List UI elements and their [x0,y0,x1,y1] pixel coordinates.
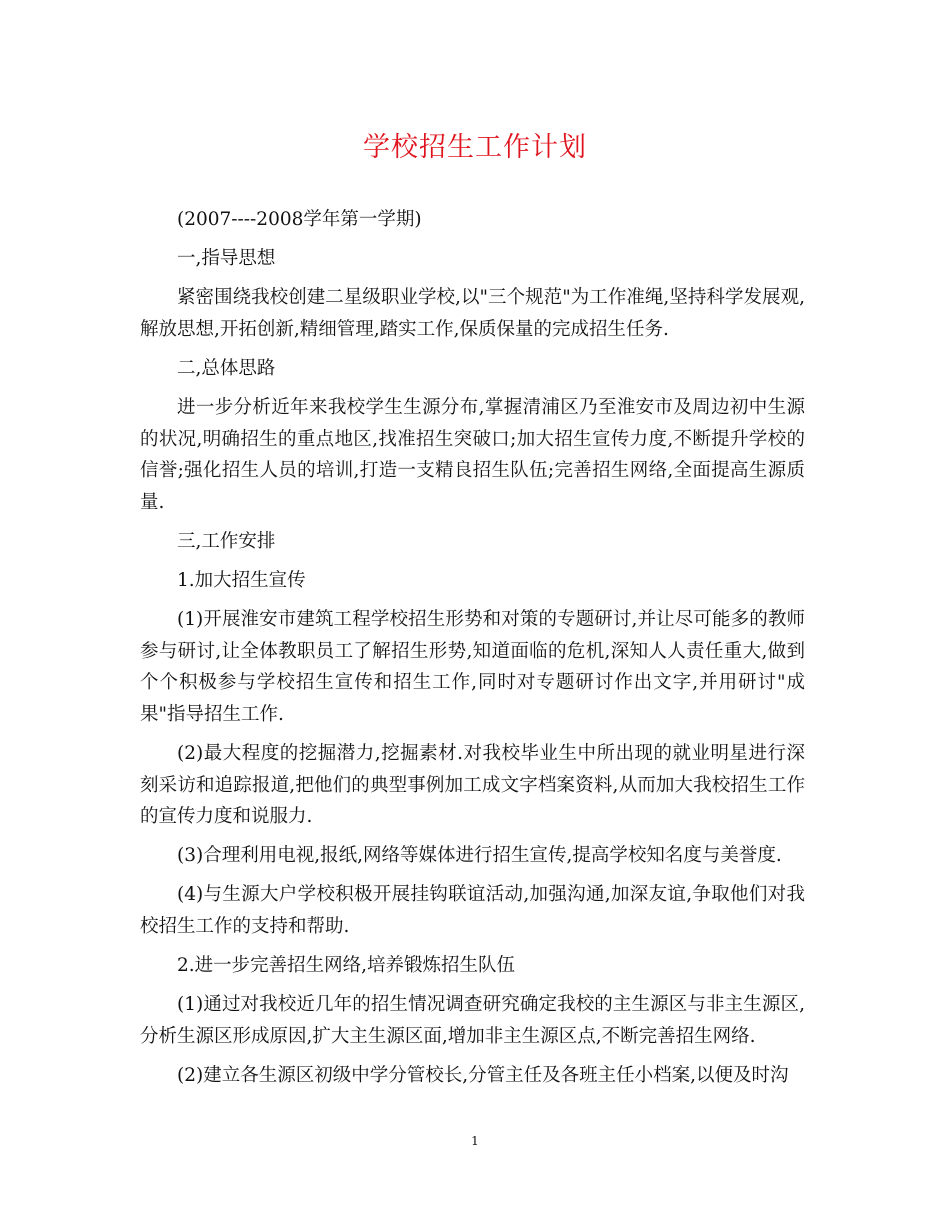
list-item: (1)通过对我校近几年的招生情况调查研究确定我校的主生源区与非主生源区,分析生源区形成原因,扩大主生源区面,增加非主生源区点,不断完善招生网络. [140,994,805,1047]
subsection-heading: 1.加大招生宣传 [177,569,306,591]
page-number: 1 [471,1134,479,1148]
section-heading-work-arrangement: 三,工作安排 [177,530,276,552]
section-heading-guiding-ideology: 一,指导思想 [177,248,276,270]
subsection-heading: 2.进一步完善招生网络,培养锻炼招生队伍 [177,954,516,976]
list-item: (2)建立各生源区初级中学分管校长,分管主任及各班主任小档案,以便及时沟 [177,1064,789,1086]
section-heading-overall-approach: 二,总体思路 [177,357,276,379]
list-item: (4)与生源大户学校积极开展挂钩联谊活动,加强沟通,加深友谊,争取他们对我校招生工作的支持和帮助. [140,884,805,937]
body-paragraph: 紧密围绕我校创建二星级职业学校,以"三个规范"为工作准绳,坚持科学发展观,解放思想,开拓创新,精细管理,踏实工作,保质保量的完成招生任务. [140,287,805,340]
document-body [140,204,805,1099]
list-item: (1)开展淮安市建筑工程学校招生形势和对策的专题研讨,并让尽可能多的教师参与研讨,让全体教职员工了解招生形势,知道面临的危机,深知人人责任重大,做到个个积极参与学校招生宣传和招生工作,同时对专题研讨作出文字,并用研讨"成果"指导招生工作. [140,609,805,725]
list-item: (3)合理利用电视,报纸,网络等媒体进行招生宣传,提高学校知名度与美誉度. [177,845,782,867]
page-title: 学校招生工作计划 [363,132,587,163]
semester-line: (2007----2008学年第一学期) [177,209,422,230]
body-paragraph: 进一步分析近年来我校学生生源分布,掌握清浦区乃至淮安市及周边初中生源的状况,明确招生的重点地区,找准招生突破口;加大招生宣传力度,不断提升学校的信誉;强化招生人员的培训,打造一支精良招生队伍;完善招生网络,全面提高生源质量. [140,396,805,513]
list-item: (2)最大程度的挖掘潜力,挖掘素材.对我校毕业生中所出现的就业明星进行深刻采访和追踪报道,把他们的典型事例加工成文字档案资料,从而加大我校招生工作的宣传力度和说服力. [140,742,805,828]
